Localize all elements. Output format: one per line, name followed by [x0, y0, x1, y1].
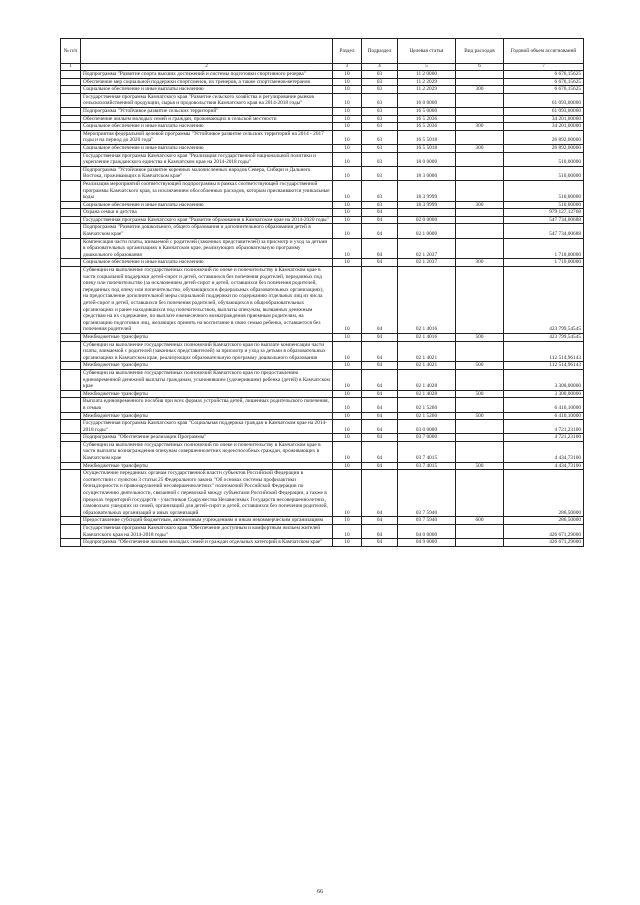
- row-subsection-cell: 03: [362, 115, 398, 123]
- row-amount-cell: 34 201,00000: [504, 115, 584, 123]
- row-num-cell: [61, 517, 81, 525]
- row-amount-cell: 26 892,00000: [504, 144, 584, 152]
- row-amount-cell: 4 721,23100: [504, 420, 584, 434]
- row-target-cell: 02 1 4016: [398, 333, 456, 341]
- row-expense-type-cell: 300: [456, 123, 504, 131]
- index-cell: 7: [504, 64, 584, 71]
- row-amount-cell: 547 734,00688: [504, 216, 584, 224]
- row-amount-cell: 423 799,54545: [504, 267, 584, 334]
- row-target-cell: [398, 209, 456, 217]
- row-subsection-cell: 04: [362, 441, 398, 462]
- row-num-cell: [61, 180, 81, 201]
- row-expense-type-cell: [456, 341, 504, 362]
- table-row: [61, 224, 584, 238]
- row-name-cell: Реализация мероприятий соответствующей подпрограммы в рамках соответствующей государственной программы Камчатского края, за исключением обособленных расходов, которым присваиваются уникальные коды: [81, 180, 333, 201]
- row-num-cell: [61, 209, 81, 217]
- row-amount-cell: 34 201,00000: [504, 123, 584, 131]
- document-page: [60, 38, 583, 547]
- row-name-cell: Субвенции на выполнение государственных полномочий по опеке и попечительству в Камчатском крае в части выплаты вознаграждения опекунам совершеннолетних недееспособных граждан, проживающих в Камчатском крае: [81, 441, 333, 462]
- row-section-cell: 10: [333, 130, 362, 144]
- row-target-cell: 02 1 4021: [398, 362, 456, 370]
- row-name-cell: Субвенции на выполнение государственных полномочий Камчатского края по предоставлению единовременной денежной выплаты гражданам, усыновившим (удочерившим) ребенка (детей) в Камчатском крае: [81, 369, 333, 390]
- row-section-cell: 10: [333, 259, 362, 267]
- row-amount-cell: 510,00000: [504, 152, 584, 166]
- table-row: [61, 201, 584, 209]
- row-target-cell: 03 7 5940: [398, 517, 456, 525]
- row-subsection-cell: 04: [362, 398, 398, 412]
- row-section-cell: 10: [333, 107, 362, 115]
- row-amount-cell: 61 093,00000: [504, 93, 584, 107]
- row-num-cell: [61, 462, 81, 470]
- table-header-row: [61, 39, 584, 64]
- row-expense-type-cell: [456, 78, 504, 86]
- row-num-cell: [61, 525, 81, 539]
- row-subsection-cell: 03: [362, 107, 398, 115]
- index-cell: 6: [456, 64, 504, 71]
- row-num-cell: [61, 107, 81, 115]
- row-name-cell: Осуществление переданных органам государственной власти субъектов Российской Федерации в соответствии с пунктом 3 статьи 25 Федерального закона "Об основах системы профилактики безнадзорности и правонарушений несовершеннолетних" полномочий Российской Федерации по осуществлению деятельности, связанной с перевозкой между субъектами Российской Федерации, а также в пределах территорий государств - участников Содружества Независимых Государств несовершеннолетних, самовольно ушедших из семей, организаций для детей-сирот и детей, оставшихся без попечения родителей, образовательных организаций и иных организаций: [81, 470, 333, 517]
- table-row: [61, 362, 584, 370]
- row-name-cell: Обеспечение мер социальной поддержки спортсменов, их тренеров, а также спортсменов-ветеранов: [81, 78, 333, 86]
- index-cell: 2: [81, 64, 333, 71]
- row-amount-cell: 286,50000: [504, 470, 584, 517]
- row-amount-cell: 423 799,54545: [504, 333, 584, 341]
- row-amount-cell: 26 892,00000: [504, 130, 584, 144]
- table-row: [61, 71, 584, 79]
- row-target-cell: 16 5 2036: [398, 123, 456, 131]
- row-subsection-cell: 04: [362, 525, 398, 539]
- row-name-cell: Социальное обеспечение и иные выплаты населению: [81, 123, 333, 131]
- row-amount-cell: 4 721,23100: [504, 434, 584, 442]
- row-expense-type-cell: 300: [456, 144, 504, 152]
- row-expense-type-cell: [456, 152, 504, 166]
- row-target-cell: 03 0 0000: [398, 420, 456, 434]
- row-expense-type-cell: 500: [456, 333, 504, 341]
- row-name-cell: Межбюджетные трансферты: [81, 362, 333, 370]
- row-num-cell: [61, 130, 81, 144]
- row-amount-cell: 426 671,29000: [504, 525, 584, 539]
- row-expense-type-cell: [456, 369, 504, 390]
- row-target-cell: 18 0 0000: [398, 152, 456, 166]
- row-subsection-cell: 04: [362, 362, 398, 370]
- row-amount-cell: 510,00000: [504, 180, 584, 201]
- table-row: [61, 216, 584, 224]
- row-expense-type-cell: [456, 71, 504, 79]
- row-target-cell: 02 1 4021: [398, 341, 456, 362]
- row-subsection-cell: 04: [362, 539, 398, 547]
- table-row: [61, 86, 584, 94]
- row-section-cell: 10: [333, 333, 362, 341]
- row-amount-cell: 1 710,00000: [504, 259, 584, 267]
- row-target-cell: 16 5 5018: [398, 144, 456, 152]
- row-target-cell: 03 7 4015: [398, 441, 456, 462]
- row-expense-type-cell: [456, 93, 504, 107]
- row-num-cell: [61, 434, 81, 442]
- row-num-cell: [61, 369, 81, 390]
- row-target-cell: 03 7 4015: [398, 462, 456, 470]
- row-subsection-cell: 04: [362, 470, 398, 517]
- row-name-cell: Государственная программа Камчатского края "Развитие образования в Камчатском крае на 2014-2020 годы": [81, 216, 333, 224]
- row-subsection-cell: 03: [362, 152, 398, 166]
- row-subsection-cell: 04: [362, 390, 398, 398]
- table-row: [61, 209, 584, 217]
- row-num-cell: [61, 362, 81, 370]
- row-expense-type-cell: [456, 107, 504, 115]
- row-section-cell: 10: [333, 539, 362, 547]
- row-target-cell: 03 7 0000: [398, 434, 456, 442]
- row-name-cell: Подпрограмма "Обеспечение реализации Программы": [81, 434, 333, 442]
- row-target-cell: 18 3 9999: [398, 201, 456, 209]
- row-expense-type-cell: [456, 539, 504, 547]
- row-section-cell: 10: [333, 434, 362, 442]
- row-name-cell: Мероприятия федеральной целевой программы "Устойчивое развитие сельских территорий на 2014 - 2017 годы и на период до 2020 года": [81, 130, 333, 144]
- row-amount-cell: 510,00000: [504, 166, 584, 180]
- row-amount-cell: 6 410,10000: [504, 398, 584, 412]
- row-subsection-cell: 03: [362, 123, 398, 131]
- row-section-cell: 10: [333, 71, 362, 79]
- row-section-cell: 10: [333, 166, 362, 180]
- table-row: [61, 107, 584, 115]
- row-target-cell: 02 1 4016: [398, 267, 456, 334]
- row-section-cell: 10: [333, 462, 362, 470]
- row-expense-type-cell: 500: [456, 412, 504, 420]
- table-row: [61, 441, 584, 462]
- row-amount-cell: 112 514,96143: [504, 362, 584, 370]
- row-amount-cell: 6 676,15625: [504, 78, 584, 86]
- table-row: [61, 390, 584, 398]
- row-subsection-cell: 03: [362, 93, 398, 107]
- row-section-cell: 10: [333, 420, 362, 434]
- row-expense-type-cell: 300: [456, 259, 504, 267]
- row-target-cell: 03 7 5940: [398, 470, 456, 517]
- row-num-cell: [61, 93, 81, 107]
- table-row: [61, 180, 584, 201]
- row-amount-cell: 3 300,00000: [504, 369, 584, 390]
- row-subsection-cell: 04: [362, 420, 398, 434]
- row-num-cell: [61, 420, 81, 434]
- row-amount-cell: 979 127,12768: [504, 209, 584, 217]
- row-num-cell: [61, 341, 81, 362]
- row-expense-type-cell: [456, 209, 504, 217]
- row-amount-cell: 112 514,96143: [504, 341, 584, 362]
- row-target-cell: 11 2 0000: [398, 71, 456, 79]
- index-cell: 1: [61, 64, 81, 71]
- row-target-cell: 02 1 2037: [398, 259, 456, 267]
- row-name-cell: Социальное обеспечение и иные выплаты населению: [81, 259, 333, 267]
- row-section-cell: 10: [333, 362, 362, 370]
- row-section-cell: 10: [333, 390, 362, 398]
- row-target-cell: 02 0 0000: [398, 216, 456, 224]
- row-target-cell: 02 1 4028: [398, 369, 456, 390]
- row-name-cell: Социальное обеспечение и иные выплаты населению: [81, 86, 333, 94]
- table-row: [61, 123, 584, 131]
- header-section: Раздел: [333, 39, 362, 64]
- row-subsection-cell: 03: [362, 86, 398, 94]
- row-expense-type-cell: [456, 224, 504, 238]
- row-amount-cell: 6 410,10000: [504, 412, 584, 420]
- table-row: [61, 398, 584, 412]
- row-target-cell: 16 0 0000: [398, 93, 456, 107]
- row-num-cell: [61, 539, 81, 547]
- row-amount-cell: 286,50000: [504, 517, 584, 525]
- row-num-cell: [61, 259, 81, 267]
- row-name-cell: Государственная программа Камчатского края "Развитие сельского хозяйства и регулирование рынков сельскохозяйственной продукции, сырья и продовольствия Камчатского края на 2014-2018 годы": [81, 93, 333, 107]
- row-expense-type-cell: [456, 166, 504, 180]
- column-index-row: [61, 64, 584, 71]
- row-subsection-cell: 04: [362, 216, 398, 224]
- row-amount-cell: 426 671,29000: [504, 539, 584, 547]
- table-row: [61, 369, 584, 390]
- row-subsection-cell: 03: [362, 71, 398, 79]
- row-subsection-cell: 04: [362, 462, 398, 470]
- row-section-cell: 10: [333, 267, 362, 334]
- row-section-cell: 10: [333, 78, 362, 86]
- row-expense-type-cell: 300: [456, 201, 504, 209]
- row-name-cell: Подпрограмма "Развитие дошкольного, общего образования и дополнительного образования детей в Камчатском крае": [81, 224, 333, 238]
- header-num: № п/п: [61, 39, 81, 64]
- row-expense-type-cell: [456, 420, 504, 434]
- row-expense-type-cell: [456, 238, 504, 259]
- row-section-cell: 10: [333, 525, 362, 539]
- table-row: [61, 78, 584, 86]
- row-amount-cell: 6 676,15625: [504, 86, 584, 94]
- row-subsection-cell: 04: [362, 369, 398, 390]
- row-target-cell: 02 1 4028: [398, 390, 456, 398]
- row-expense-type-cell: 600: [456, 517, 504, 525]
- row-expense-type-cell: [456, 470, 504, 517]
- row-name-cell: Выплата единовременного пособия при всех формах устройства детей, лишенных родительского попечения, в семью: [81, 398, 333, 412]
- row-section-cell: 10: [333, 398, 362, 412]
- header-amount: Годовой объем ассигнований: [504, 39, 584, 64]
- row-num-cell: [61, 238, 81, 259]
- row-expense-type-cell: [456, 525, 504, 539]
- row-name-cell: Межбюджетные трансферты: [81, 462, 333, 470]
- row-subsection-cell: 04: [362, 333, 398, 341]
- row-section-cell: 10: [333, 209, 362, 217]
- row-num-cell: [61, 123, 81, 131]
- row-section-cell: 10: [333, 115, 362, 123]
- row-name-cell: Обеспечение жильем молодых семей и граждан, проживающих в сельской местности: [81, 115, 333, 123]
- row-section-cell: 10: [333, 224, 362, 238]
- row-expense-type-cell: 300: [456, 86, 504, 94]
- budget-table: [60, 38, 584, 547]
- row-expense-type-cell: [456, 398, 504, 412]
- row-subsection-cell: 04: [362, 517, 398, 525]
- table-row: [61, 166, 584, 180]
- row-expense-type-cell: [456, 216, 504, 224]
- row-subsection-cell: 03: [362, 78, 398, 86]
- table-row: [61, 470, 584, 517]
- table-row: [61, 333, 584, 341]
- row-subsection-cell: 04: [362, 412, 398, 420]
- row-target-cell: 18 3 0000: [398, 166, 456, 180]
- row-target-cell: 04 9 0000: [398, 539, 456, 547]
- row-num-cell: [61, 115, 81, 123]
- row-num-cell: [61, 398, 81, 412]
- row-subsection-cell: 03: [362, 130, 398, 144]
- row-name-cell: Межбюджетные трансферты: [81, 412, 333, 420]
- row-name-cell: Субвенции на выполнение государственных полномочий Камчатского края по выплате компенсации части платы, взимаемой с родителей (законных представителей) за присмотр и уход за детьми в образовательных организациях в Камчатском крае, реализующих образовательную программу дошкольного образования: [81, 341, 333, 362]
- row-num-cell: [61, 267, 81, 334]
- row-name-cell: Предоставление субсидий бюджетным, автономным учреждениям и иным некоммерческим организациям: [81, 517, 333, 525]
- table-row: [61, 462, 584, 470]
- row-name-cell: Межбюджетные трансферты: [81, 390, 333, 398]
- page-number: 66: [317, 889, 323, 895]
- table-body: [61, 71, 584, 547]
- row-num-cell: [61, 71, 81, 79]
- row-target-cell: 02 1 5260: [398, 412, 456, 420]
- row-expense-type-cell: [456, 115, 504, 123]
- row-target-cell: 02 1 0000: [398, 224, 456, 238]
- row-target-cell: 02 1 2037: [398, 238, 456, 259]
- row-num-cell: [61, 86, 81, 94]
- table-row: [61, 130, 584, 144]
- table-row: [61, 341, 584, 362]
- row-section-cell: 10: [333, 341, 362, 362]
- row-expense-type-cell: 500: [456, 362, 504, 370]
- row-num-cell: [61, 78, 81, 86]
- row-expense-type-cell: [456, 267, 504, 334]
- row-subsection-cell: 04: [362, 224, 398, 238]
- table-row: [61, 238, 584, 259]
- table-row: [61, 115, 584, 123]
- row-expense-type-cell: 500: [456, 390, 504, 398]
- row-num-cell: [61, 144, 81, 152]
- table-row: [61, 517, 584, 525]
- row-name-cell: Охрана семьи и детства: [81, 209, 333, 217]
- header-target: Целевая статья: [398, 39, 456, 64]
- row-section-cell: 10: [333, 441, 362, 462]
- row-section-cell: 10: [333, 180, 362, 201]
- header-expense-type: Вид расходов: [456, 39, 504, 64]
- row-amount-cell: 510,00000: [504, 201, 584, 209]
- index-cell: 5: [398, 64, 456, 71]
- row-name-cell: Социальное обеспечение и иные выплаты населению: [81, 144, 333, 152]
- row-section-cell: 10: [333, 369, 362, 390]
- index-cell: 4: [362, 64, 398, 71]
- row-subsection-cell: 04: [362, 267, 398, 334]
- row-subsection-cell: 04: [362, 209, 398, 217]
- row-target-cell: 02 1 5260: [398, 398, 456, 412]
- row-section-cell: 10: [333, 152, 362, 166]
- row-amount-cell: 1 710,00000: [504, 238, 584, 259]
- row-num-cell: [61, 470, 81, 517]
- table-row: [61, 259, 584, 267]
- header-subsection: Подраздел: [362, 39, 398, 64]
- row-amount-cell: 4 434,73100: [504, 462, 584, 470]
- row-num-cell: [61, 216, 81, 224]
- table-row: [61, 144, 584, 152]
- row-expense-type-cell: [456, 180, 504, 201]
- row-target-cell: 11 2 2029: [398, 86, 456, 94]
- row-section-cell: 10: [333, 517, 362, 525]
- row-subsection-cell: 03: [362, 201, 398, 209]
- row-name-cell: Подпрограмма "Обеспечение жильем молодых семей и граждан отдельных категорий в Камчатском крае": [81, 539, 333, 547]
- row-num-cell: [61, 412, 81, 420]
- row-subsection-cell: 03: [362, 144, 398, 152]
- table-row: [61, 420, 584, 434]
- header-name: [81, 39, 333, 64]
- row-subsection-cell: 04: [362, 341, 398, 362]
- row-num-cell: [61, 333, 81, 341]
- row-section-cell: 10: [333, 216, 362, 224]
- row-amount-cell: 4 434,73100: [504, 441, 584, 462]
- row-name-cell: Межбюджетные трансферты: [81, 333, 333, 341]
- row-name-cell: Подпрограмма "Развитие спорта высших достижений и системы подготовки спортивного резерва": [81, 71, 333, 79]
- row-amount-cell: 61 093,00000: [504, 107, 584, 115]
- row-amount-cell: 3 300,00000: [504, 390, 584, 398]
- row-expense-type-cell: [456, 441, 504, 462]
- row-section-cell: 10: [333, 201, 362, 209]
- table-row: [61, 93, 584, 107]
- row-name-cell: Социальное обеспечение и иные выплаты населению: [81, 201, 333, 209]
- row-subsection-cell: 04: [362, 434, 398, 442]
- row-num-cell: [61, 201, 81, 209]
- row-target-cell: 11 2 2029: [398, 78, 456, 86]
- row-section-cell: 10: [333, 238, 362, 259]
- row-name-cell: Субвенции на выполнение государственных полномочий по опеке и попечительству в Камчатском крае в части социальной поддержки детей-сирот и детей, оставшихся без попечения родителей, переданных под опеку или попечительство (за исключением детей-сирот и детей, оставшихся без попечения родителей, переданных под опеку или попечительство, обучающихся в федеральных образовательных организациях), на предоставление дополнительной меры социальной поддержки по содержанию отдельных лиц из числа детей-сирот и детей, оставшихся без попечения родителей, обучающихся в общеобразовательных организациях и ранее находившихся под попечительством, выплаты опекунам, вызванных денежным средствам на их содержание, по выплате ежемесячного вознаграждения приемным родителям, на организацию подготовки лиц, желающих принять на воспитание в свою семью ребенка, оставшегося без попечения родителей: [81, 267, 333, 334]
- table-row: [61, 434, 584, 442]
- row-expense-type-cell: [456, 130, 504, 144]
- row-expense-type-cell: [456, 434, 504, 442]
- table-row: [61, 525, 584, 539]
- row-target-cell: 04 0 0000: [398, 525, 456, 539]
- row-section-cell: 10: [333, 123, 362, 131]
- row-subsection-cell: 04: [362, 238, 398, 259]
- row-subsection-cell: 04: [362, 259, 398, 267]
- row-num-cell: [61, 224, 81, 238]
- row-section-cell: 10: [333, 470, 362, 517]
- table-row: [61, 539, 584, 547]
- row-amount-cell: 547 734,00688: [504, 224, 584, 238]
- row-target-cell: 16 5 2036: [398, 115, 456, 123]
- row-subsection-cell: 03: [362, 166, 398, 180]
- row-num-cell: [61, 152, 81, 166]
- row-section-cell: 10: [333, 86, 362, 94]
- row-num-cell: [61, 390, 81, 398]
- row-name-cell: Компенсация части платы, взимаемой с родителей (законных представителей) за присмотр и уход за детьми в образовательных организациях в Камчатском крае, реализующих образовательную программу дошкольного образования: [81, 238, 333, 259]
- row-subsection-cell: 03: [362, 180, 398, 201]
- row-num-cell: [61, 166, 81, 180]
- row-target-cell: 16 5 5018: [398, 130, 456, 144]
- row-name-cell: Государственная программа Камчатского края "Обеспечение доступным и комфортным жильем жителей Камчатского края на 2014-2018 годы": [81, 525, 333, 539]
- row-amount-cell: 6 676,15625: [504, 71, 584, 79]
- row-name-cell: Подпрограмма "Устойчивое развитие коренных малочисленных народов Севера, Сибири и Дальнего Востока, проживающих в Камчатском крае": [81, 166, 333, 180]
- index-cell: 3: [333, 64, 362, 71]
- row-name-cell: Подпрограмма "Устойчивое развитие сельских территорий": [81, 107, 333, 115]
- row-num-cell: [61, 441, 81, 462]
- row-section-cell: 10: [333, 412, 362, 420]
- row-expense-type-cell: 500: [456, 462, 504, 470]
- row-name-cell: Государственная программа Камчатского края "Социальная поддержка граждан в Камчатском крае на 2014-2018 годы": [81, 420, 333, 434]
- row-target-cell: 16 5 0000: [398, 107, 456, 115]
- row-section-cell: 10: [333, 93, 362, 107]
- row-name-cell: Государственная программа Камчатского края "Реализация государственной национальной политики и укрепление гражданского единства в Камчатском крае на 2014-2018 годы": [81, 152, 333, 166]
- table-row: [61, 267, 584, 334]
- row-section-cell: 10: [333, 144, 362, 152]
- table-row: [61, 412, 584, 420]
- table-row: [61, 152, 584, 166]
- row-target-cell: 18 3 9999: [398, 180, 456, 201]
